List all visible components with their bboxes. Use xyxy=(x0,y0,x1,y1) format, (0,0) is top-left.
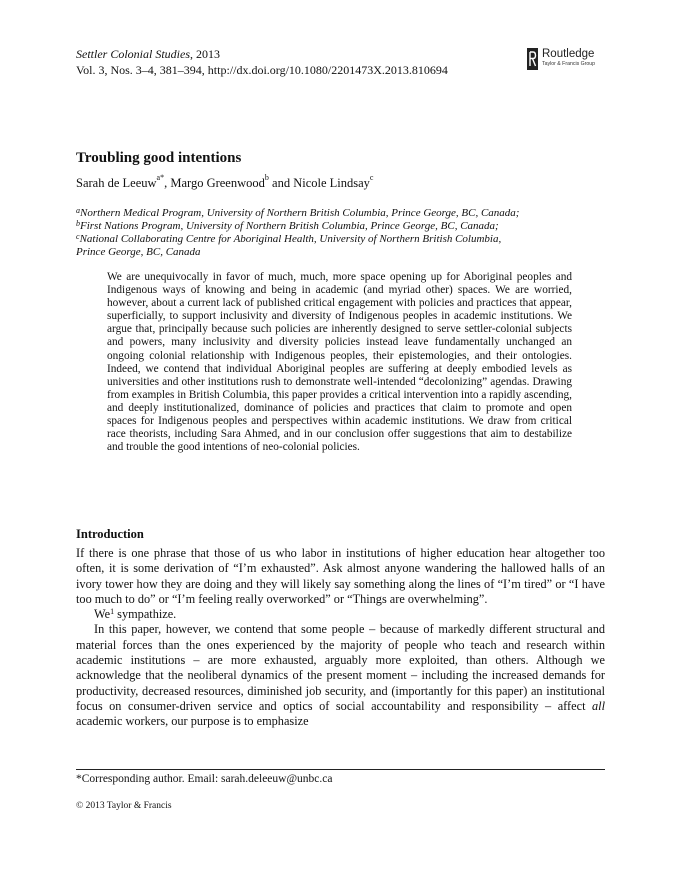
author-name: Nicole Lindsay xyxy=(293,176,370,190)
paragraph-text: sympathize. xyxy=(114,607,177,622)
affiliation-text: Prince George, BC, Canada xyxy=(76,246,201,258)
author-marker: b xyxy=(264,173,269,182)
footnote-divider xyxy=(76,769,605,770)
affiliation-line xyxy=(76,220,606,233)
journal-name: Settler Colonial Studies xyxy=(76,47,190,61)
corresponding-author-note: *Corresponding author. Email: sarah.deleeuw@unbc.ca xyxy=(76,773,333,785)
publisher-logo xyxy=(527,48,617,74)
author-list xyxy=(76,173,374,191)
affiliation-text: First Nations Program, University of Northern British Columbia, Prince George, BC, Canada; xyxy=(80,220,499,232)
abstract: We are unequivocally in favor of much, much, more space opening up for Aboriginal peoples and Indigenous ways of knowing and being in academic (and myriad other) spaces. We are worried, however, about a current lack of published critical engagement with policies and practices that appear, superficially, to support inclusivity and diversity of Indigenous peoples in academic institutions. We argue that, principally because such policies are inherently designed to serve settler-colonial subjects and powers, many inclusivity and diversity policies instead leave fundamentally unchanged an ongoing colonial relationship with Indigenous peoples, their epistemologies, and their ontologies. Indeed, we contend that individual Aboriginal peoples are suffering at deeply embodied levels as universities and other institutions rush to demonstrate well-intended “decolonizing” agendas. Drawing from examples in British Columbia, this paper provides a critical intervention into a rapidly ascending, and deeply institutionalized, dominance of policies and practices that claim to promote and open spaces for Indigenous peoples and perspectives within academic institutions. We draw from critical race theorists, including Sara Ahmed, and in our conclusion offer suggestions that aim to destabilize and trouble the good intentions of neo-colonial policies. xyxy=(107,271,572,454)
copyright-notice: © 2013 Taylor & Francis xyxy=(76,801,172,811)
affiliation-text: Northern Medical Program, University of Northern British Columbia, Prince George, BC, Canada; xyxy=(80,207,520,219)
section-heading: Introduction xyxy=(76,527,144,541)
routledge-logo-icon xyxy=(527,48,538,70)
affiliation-marker: c xyxy=(76,232,80,241)
author-name: Margo Greenwood xyxy=(170,176,265,190)
footnote-marker: 1 xyxy=(110,607,115,617)
affiliation-line xyxy=(76,233,606,246)
publisher-subtitle: Taylor & Francis Group xyxy=(542,61,596,67)
affiliation-marker: b xyxy=(76,219,80,228)
author-name: Sarah de Leeuw xyxy=(76,176,157,190)
author-separator: , xyxy=(164,176,171,190)
paragraph xyxy=(76,622,605,729)
article-title: Troubling good intentions xyxy=(76,150,242,166)
paragraph-text: academic workers, our purpose is to emphasize xyxy=(76,714,309,729)
paragraph-text: We xyxy=(94,607,111,622)
author-marker: c xyxy=(369,173,374,182)
emphasis-text: all xyxy=(592,698,605,713)
affiliation-line xyxy=(76,246,606,259)
journal-header xyxy=(76,46,448,78)
publisher-name: Routledge xyxy=(542,48,595,60)
author-separator: and xyxy=(268,176,294,190)
affiliation-marker: a xyxy=(76,206,80,215)
body-text xyxy=(76,546,605,730)
affiliation-line xyxy=(76,207,606,220)
affiliations xyxy=(76,207,606,259)
paragraph-text: In this paper, however, we contend that some people – because of markedly different structural and material forces than the ones experienced by the majority of people who teach and research within academic institutions – are more exhausted, arguably more exploited, than others. Although we acknowledge that the neoliberal dynamics of the present moment – including the increased demands for productivity, decreased resources, diminished job security, and (importantly for this paper) an institutional focus on consumer-driven service and optics of social accountability and responsibility – affect xyxy=(76,622,605,713)
citation-line: Vol. 3, Nos. 3–4, 381–394, http://dx.doi.org/10.1080/2201473X.2013.810694 xyxy=(76,63,448,77)
affiliation-text: National Collaborating Centre for Aboriginal Health, University of Northern British Columbia, xyxy=(79,233,502,245)
paragraph: If there is one phrase that those of us who labor in institutions of higher education hear altogether too often, it is some derivation of “I’m exhausted”. Ask almost anyone wandering the hallowed halls of an ivory tower how they are doing and they will likely say something along the lines of “I’m tired” or “I have too much to do” or “I’m feeling really overworked” or “Things are overwhelming”. xyxy=(76,546,605,606)
author-marker: a* xyxy=(156,173,165,182)
journal-year: , 2013 xyxy=(190,47,220,61)
paragraph xyxy=(76,607,605,622)
